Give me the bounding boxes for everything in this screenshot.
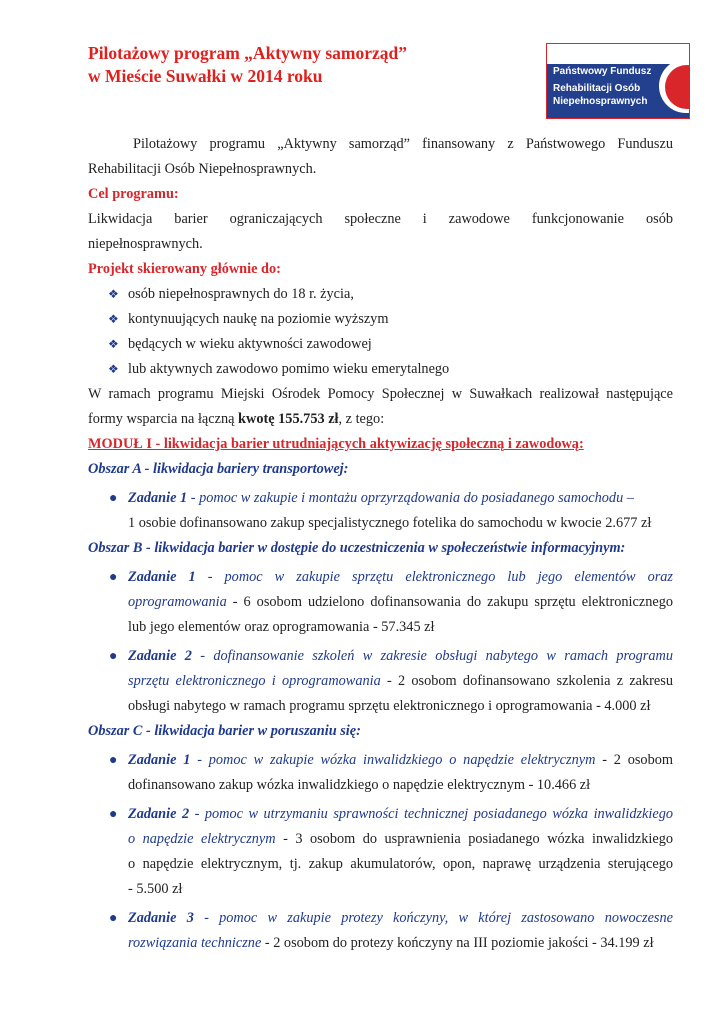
bullet-icon: ● bbox=[109, 807, 118, 822]
bullet-icon: ● bbox=[109, 649, 118, 664]
module-1-heading: MODUŁ I - likwidacja barier utrudniających aktywizację społeczną i zawodową: bbox=[88, 436, 584, 452]
list-item: ❖ będących w wieku aktywności zawodowej bbox=[108, 332, 673, 357]
title-line-1: Pilotażowy program „Aktywny samorząd” bbox=[88, 43, 408, 63]
area-c-task-2: ● Zadanie 2 - pomoc w utrzymaniu sprawności technicznej posiadanego wózka inwalidzkiego o napędzie elektrycznym - 3 osobom do usprawnienia posiadanego wózka inwalidzkiego o napędzie elektrycznym, tj. zakup akumulatorów, opon, naprawę urządzenia sterującego - 5.500 zł bbox=[88, 802, 673, 902]
intro-line-2: Rehabilitacji Osób Niepełnosprawnych. bbox=[88, 161, 317, 177]
area-b-task-1: ● Zadanie 1 - pomoc w zakupie sprzętu elektronicznego lub jego elementów oraz oprogramowania - 6 osobom udzielono dofinansowania do zakupu sprzętu elektronicznego lub jego elementów oraz oprogramowania - 57.345 zł bbox=[88, 565, 673, 640]
bullet-icon: ● bbox=[109, 911, 118, 926]
logo-text-2: Rehabilitacji Osób Niepełnosprawnych bbox=[553, 83, 648, 107]
goal-line-1: Likwidacja barier ograniczających społeczne i zawodowe funkcjonowanie osób bbox=[88, 211, 673, 227]
area-c-task-1: ● Zadanie 1 - pomoc w zakupie wózka inwalidzkiego o napędzie elektrycznym - 2 osobom dofinansowano zakup wózka inwalidzkiego o napędzie elektrycznym - 10.466 zł bbox=[88, 748, 673, 798]
area-b-heading: Obszar B - likwidacja barier w dostępie do uczestniczenia w społeczeństwie informacyjnym: bbox=[88, 540, 626, 556]
document-title bbox=[88, 42, 407, 88]
pfron-logo bbox=[546, 43, 690, 119]
area-c-task-3: ● Zadanie 3 - pomoc w zakupie protezy kończyny, w której zastosowano nowoczesne rozwiązania techniczne - 2 osobom do protezy kończyny na III poziomie jakości - 34.199 zł bbox=[88, 906, 673, 956]
area-b-task-2: ● Zadanie 2 - dofinansowanie szkoleń w zakresie obsługi nabytego w ramach programu sprzętu elektronicznego i oprogramowania - 2 osobom dofinansowano szkolenia z zakresu obsługi nabytego w ramach programu sprzętu elektronicznego i oprogramowania - 4.000 zł bbox=[88, 644, 673, 719]
goal-line-2: niepełnosprawnych. bbox=[88, 236, 203, 252]
list-item: ❖ kontynuujących naukę na poziomie wyższym bbox=[108, 307, 673, 332]
intro-line-1: Pilotażowy programu „Aktywny samorząd” finansowany z Państwowego Funduszu bbox=[133, 136, 673, 152]
bullet-icon: ● bbox=[109, 570, 118, 585]
bullet-icon: ● bbox=[109, 753, 118, 768]
list-item: ❖ lub aktywnych zawodowo pomimo wieku emerytalnego bbox=[108, 357, 673, 382]
logo-text-1: Państwowy Fundusz bbox=[553, 66, 652, 77]
area-a-task-1: ● Zadanie 1 - pomoc w zakupie i montażu oprzyrządowania do posiadanego samochodu – 1 osobie dofinansowano zakup specjalistycznego fotelika do samochodu w kwocie 2.677 zł bbox=[88, 486, 673, 536]
area-c-heading: Obszar C - likwidacja barier w poruszaniu się: bbox=[88, 723, 361, 739]
target-list bbox=[88, 282, 673, 382]
total-amount: kwotę 155.753 zł bbox=[238, 411, 339, 427]
bullet-icon: ● bbox=[109, 491, 118, 506]
funding-line-2: formy wsparcia na łączną kwotę 155.753 zł, z tego: bbox=[88, 411, 385, 427]
document-body bbox=[88, 132, 673, 956]
funding-line-1: W ramach programu Miejski Ośrodek Pomocy Społecznej w Suwałkach realizował następujące bbox=[88, 386, 673, 402]
title-line-2: w Mieście Suwałki w 2014 roku bbox=[88, 66, 323, 86]
list-item: ❖ osób niepełnosprawnych do 18 r. życia, bbox=[108, 282, 673, 307]
target-heading: Projekt skierowany głównie do: bbox=[88, 261, 281, 277]
goal-heading: Cel programu: bbox=[88, 186, 179, 202]
area-a-heading: Obszar A - likwidacja bariery transportowej: bbox=[88, 461, 349, 477]
